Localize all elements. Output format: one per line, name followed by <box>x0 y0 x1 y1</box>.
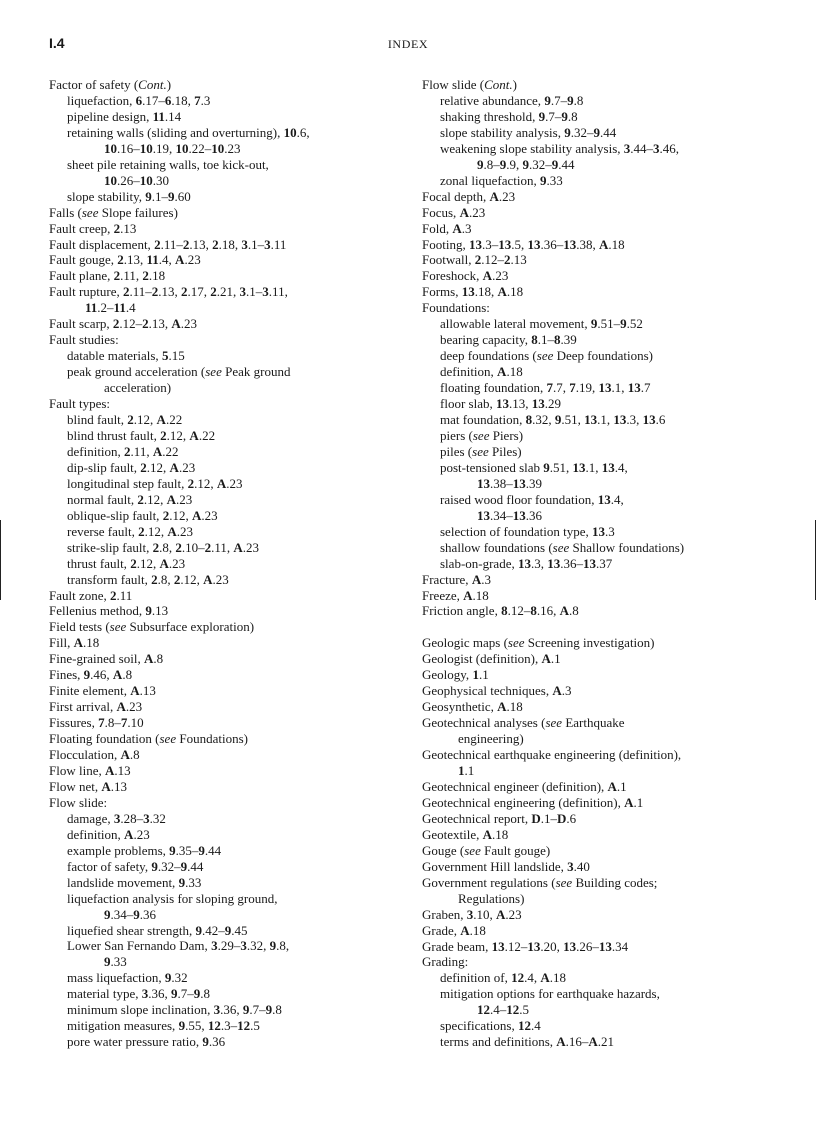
index-subentry: weakening slope stability analysis, 3.44–3.46, <box>440 140 680 156</box>
index-entry: Geotechnical engineer (definition), A.1 <box>422 778 627 794</box>
index-subentry: bearing capacity, 8.1–8.39 <box>440 332 577 348</box>
index-entry: Field tests (see Subsurface exploration) <box>49 619 255 635</box>
index-continuation: 13.38–13.39 <box>477 475 542 491</box>
index-subentry: Lower San Fernando Dam, 3.29–3.32, 9.8, <box>67 938 290 954</box>
index-entry: Fines, 9.46, A.8 <box>49 667 133 683</box>
index-subentry: oblique-slip fault, 2.12, A.23 <box>67 507 218 523</box>
index-subentry: material type, 3.36, 9.7–9.8 <box>67 986 210 1002</box>
index-subentry: deep foundations (see Deep foundations) <box>440 348 654 364</box>
index-entry: Focus, A.23 <box>422 204 486 220</box>
index-entry: Falls (see Slope failures) <box>49 204 178 220</box>
index-entry: Footing, 13.3–13.5, 13.36–13.38, A.18 <box>422 236 625 252</box>
index-entry: Fine-grained soil, A.8 <box>49 651 164 667</box>
index-entry: Fault creep, 2.13 <box>49 220 137 236</box>
index-entry: Geologist (definition), A.1 <box>422 651 561 667</box>
index-entry: Flow net, A.13 <box>49 778 128 794</box>
index-entry: Floating foundation (see Foundations) <box>49 731 248 747</box>
index-entry: Foundations: <box>422 300 490 316</box>
index-entry: Grade, A.18 <box>422 922 486 938</box>
index-entry: Flocculation, A.8 <box>49 747 140 763</box>
index-subentry: landslide movement, 9.33 <box>67 874 202 890</box>
index-continuation: 10.26–10.30 <box>104 172 169 188</box>
index-entry: Fault plane, 2.11, 2.18 <box>49 268 166 284</box>
index-entry: Government Hill landslide, 3.40 <box>422 858 590 874</box>
index-subentry: liquefied shear strength, 9.42–9.45 <box>67 922 248 938</box>
index-entry: Geology, 1.1 <box>422 667 489 683</box>
index-subentry: strike-slip fault, 2.8, 2.10–2.11, A.23 <box>67 539 259 555</box>
index-subentry: slope stability analysis, 9.32–9.44 <box>440 124 617 140</box>
index-subentry: longitudinal step fault, 2.12, A.23 <box>67 475 243 491</box>
index-entry: First arrival, A.23 <box>49 699 143 715</box>
index-entry: Geotechnical engineering (definition), A.1 <box>422 794 644 810</box>
scan-edge-mark-left <box>0 520 1 600</box>
index-subentry: reverse fault, 2.12, A.23 <box>67 523 193 539</box>
index-continuation: engineering) <box>458 731 524 747</box>
index-subentry: peak ground acceleration (see Peak ground <box>67 364 291 380</box>
index-subentry: damage, 3.28–3.32 <box>67 810 166 826</box>
section-gap <box>422 619 792 635</box>
index-subentry: mitigation measures, 9.55, 12.3–12.5 <box>67 1018 260 1034</box>
index-subentry: example problems, 9.35–9.44 <box>67 842 222 858</box>
index-continuation: 9.8–9.9, 9.32–9.44 <box>477 156 575 172</box>
index-entry: Gouge (see Fault gouge) <box>422 842 551 858</box>
index-entry: Geosynthetic, A.18 <box>422 699 523 715</box>
index-entry: Fissures, 7.8–7.10 <box>49 715 144 731</box>
index-subentry: shaking threshold, 9.7–9.8 <box>440 108 578 124</box>
index-entry: Factor of safety (Cont.) <box>49 77 172 92</box>
index-subentry: liquefaction analysis for sloping ground, <box>67 890 278 906</box>
index-entry: Geotechnical report, D.1–D.6 <box>422 810 577 826</box>
index-subentry: minimum slope inclination, 3.36, 9.7–9.8 <box>67 1002 282 1018</box>
index-entry: Foreshock, A.23 <box>422 268 509 284</box>
index-entry: Geologic maps (see Screening investigation) <box>422 635 655 651</box>
index-entry: Grade beam, 13.12–13.20, 13.26–13.34 <box>422 938 629 954</box>
index-entry: Geotechnical analyses (see Earthquake <box>422 715 625 731</box>
index-entry: Fault types: <box>49 396 111 412</box>
index-subentry: zonal liquefaction, 9.33 <box>440 172 563 188</box>
index-subentry: transform fault, 2.8, 2.12, A.23 <box>67 571 229 587</box>
index-column-right <box>422 77 792 1050</box>
index-subentry: floor slab, 13.13, 13.29 <box>440 396 561 412</box>
index-continuation: 9.34–9.36 <box>104 906 156 922</box>
index-continuation: Regulations) <box>458 890 525 906</box>
index-subentry: definition of, 12.4, A.18 <box>440 970 567 986</box>
index-subentry: pipeline design, 11.14 <box>67 108 182 124</box>
index-entry: Footwall, 2.12–2.13 <box>422 252 527 268</box>
index-entry: Fill, A.18 <box>49 635 100 651</box>
index-entry: Fault gouge, 2.13, 11.4, A.23 <box>49 252 201 268</box>
index-continuation: 10.16–10.19, 10.22–10.23 <box>104 140 241 156</box>
index-entry: Fault rupture, 2.11–2.13, 2.17, 2.21, 3.1–3.11, <box>49 284 288 300</box>
index-entry: Fault zone, 2.11 <box>49 587 133 603</box>
index-subentry: factor of safety, 9.32–9.44 <box>67 858 204 874</box>
index-subentry: selection of foundation type, 13.3 <box>440 523 615 539</box>
index-column-left <box>49 77 419 1050</box>
index-subentry: retaining walls (sliding and overturning), 10.6, <box>67 124 310 140</box>
index-entry: Flow slide (Cont.) <box>422 77 518 92</box>
index-subentry: definition, A.18 <box>440 364 523 380</box>
index-entry: Geophysical techniques, A.3 <box>422 683 572 699</box>
index-subentry: floating foundation, 7.7, 7.19, 13.1, 13.7 <box>440 380 651 396</box>
index-entry: Finite element, A.13 <box>49 683 156 699</box>
index-subentry: piles (see Piles) <box>440 443 522 459</box>
index-subentry: blind thrust fault, 2.12, A.22 <box>67 427 216 443</box>
index-subentry: mass liquefaction, 9.32 <box>67 970 188 986</box>
index-entry: Fellenius method, 9.13 <box>49 603 169 619</box>
index-entry: Geotextile, A.18 <box>422 826 509 842</box>
index-subentry: raised wood floor foundation, 13.4, <box>440 491 624 507</box>
index-entry: Friction angle, 8.12–8.16, A.8 <box>422 603 579 619</box>
index-subentry: terms and definitions, A.16–A.21 <box>440 1034 615 1050</box>
index-entry: Forms, 13.18, A.18 <box>422 284 524 300</box>
index-subentry: post-tensioned slab 9.51, 13.1, 13.4, <box>440 459 628 475</box>
index-entry: Focal depth, A.23 <box>422 188 516 204</box>
index-subentry: specifications, 12.4 <box>440 1018 541 1034</box>
index-entry: Fault studies: <box>49 332 119 348</box>
index-subentry: relative abundance, 9.7–9.8 <box>440 92 584 108</box>
index-subentry: definition, A.23 <box>67 826 150 842</box>
index-entry: Fault scarp, 2.12–2.13, A.23 <box>49 316 198 332</box>
index-entry: Flow line, A.13 <box>49 762 131 778</box>
index-subentry: normal fault, 2.12, A.23 <box>67 491 193 507</box>
index-continuation: 9.33 <box>104 954 127 970</box>
index-entry: Flow slide: <box>49 794 108 810</box>
index-entry: Grading: <box>422 954 469 970</box>
index-subentry: allowable lateral movement, 9.51–9.52 <box>440 316 643 332</box>
index-subentry: pore water pressure ratio, 9.36 <box>67 1034 226 1050</box>
index-continuation: acceleration) <box>104 380 172 396</box>
index-subentry: dip-slip fault, 2.12, A.23 <box>67 459 196 475</box>
index-subentry: mitigation options for earthquake hazards, <box>440 986 660 1002</box>
page-number: I.4 <box>49 35 65 51</box>
index-entry: Freeze, A.18 <box>422 587 489 603</box>
index-continuation: 13.34–13.36 <box>477 507 542 523</box>
index-entry: Fold, A.3 <box>422 220 472 236</box>
index-subentry: sheet pile retaining walls, toe kick-out, <box>67 156 269 172</box>
index-continuation: 1.1 <box>458 763 475 779</box>
index-subentry: slab-on-grade, 13.3, 13.36–13.37 <box>440 555 613 571</box>
index-subentry: slope stability, 9.1–9.60 <box>67 188 191 204</box>
index-subentry: piers (see Piers) <box>440 427 524 443</box>
index-continuation: 12.4–12.5 <box>477 1002 529 1018</box>
running-head: INDEX <box>387 37 429 51</box>
index-subentry: liquefaction, 6.17–6.18, 7.3 <box>67 92 211 108</box>
index-entry: Fracture, A.3 <box>422 571 491 587</box>
index-entry: Geotechnical earthquake engineering (definition), <box>422 747 682 763</box>
index-entry: Fault displacement, 2.11–2.13, 2.18, 3.1–3.11 <box>49 236 287 252</box>
index-subentry: thrust fault, 2.12, A.23 <box>67 555 186 571</box>
index-subentry: mat foundation, 8.32, 9.51, 13.1, 13.3, 13.6 <box>440 412 666 428</box>
index-subentry: definition, 2.11, A.22 <box>67 443 179 459</box>
index-entry: Government regulations (see Building codes; <box>422 874 658 890</box>
index-entry: Graben, 3.10, A.23 <box>422 906 522 922</box>
index-subentry: shallow foundations (see Shallow foundations) <box>440 539 685 555</box>
index-continuation: 11.2–11.4 <box>85 300 136 316</box>
index-subentry: blind fault, 2.12, A.22 <box>67 412 183 428</box>
index-subentry: datable materials, 5.15 <box>67 348 185 364</box>
